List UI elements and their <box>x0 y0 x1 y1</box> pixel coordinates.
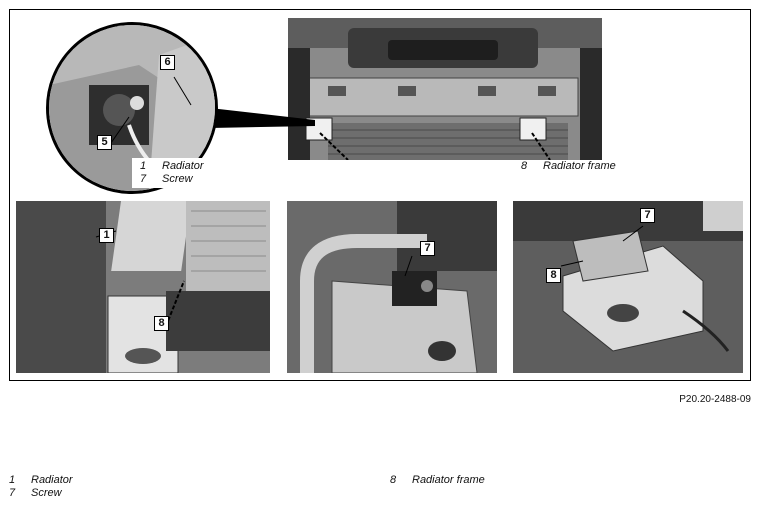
callout-8b: 8 <box>546 268 561 283</box>
legend-label: Radiator frame <box>412 474 485 486</box>
callout-8: 8 <box>154 316 169 331</box>
callout-7: 7 <box>420 241 435 256</box>
figure-id: P20.20-2488-09 <box>679 394 751 405</box>
legend-num: 8 <box>390 474 397 486</box>
legend-label: Radiator frame <box>543 160 616 172</box>
callout-7b: 7 <box>640 208 655 223</box>
legend-num: 1 <box>9 474 16 486</box>
legend-label: Radiator <box>162 160 204 172</box>
legend-item <box>9 487 73 500</box>
legend-num: 1 <box>140 160 147 172</box>
inset-legend-right <box>521 160 616 173</box>
figure-frame <box>9 9 751 381</box>
legend-item <box>140 173 204 186</box>
bottom-legend-right <box>390 474 485 487</box>
legend-num: 7 <box>140 173 147 185</box>
photo-radiator-frame <box>513 201 743 373</box>
callout-6: 6 <box>160 55 175 70</box>
callout-5: 5 <box>97 135 112 150</box>
legend-label: Radiator <box>31 474 73 486</box>
legend-label: Screw <box>162 173 193 185</box>
legend-label: Screw <box>31 487 62 499</box>
photo-radiator-side <box>16 201 270 373</box>
callout-1: 1 <box>99 228 114 243</box>
legend-item <box>390 474 485 487</box>
legend-num: 7 <box>9 487 16 499</box>
legend-item <box>521 160 616 173</box>
legend-item <box>9 474 73 487</box>
legend-item <box>140 160 204 173</box>
inset-legend-left <box>132 158 208 188</box>
overview-photo <box>288 18 602 160</box>
magnifier-pointer <box>210 100 320 140</box>
legend-num: 8 <box>521 160 528 172</box>
photo-screw <box>287 201 497 373</box>
bottom-legend-left <box>9 474 73 500</box>
